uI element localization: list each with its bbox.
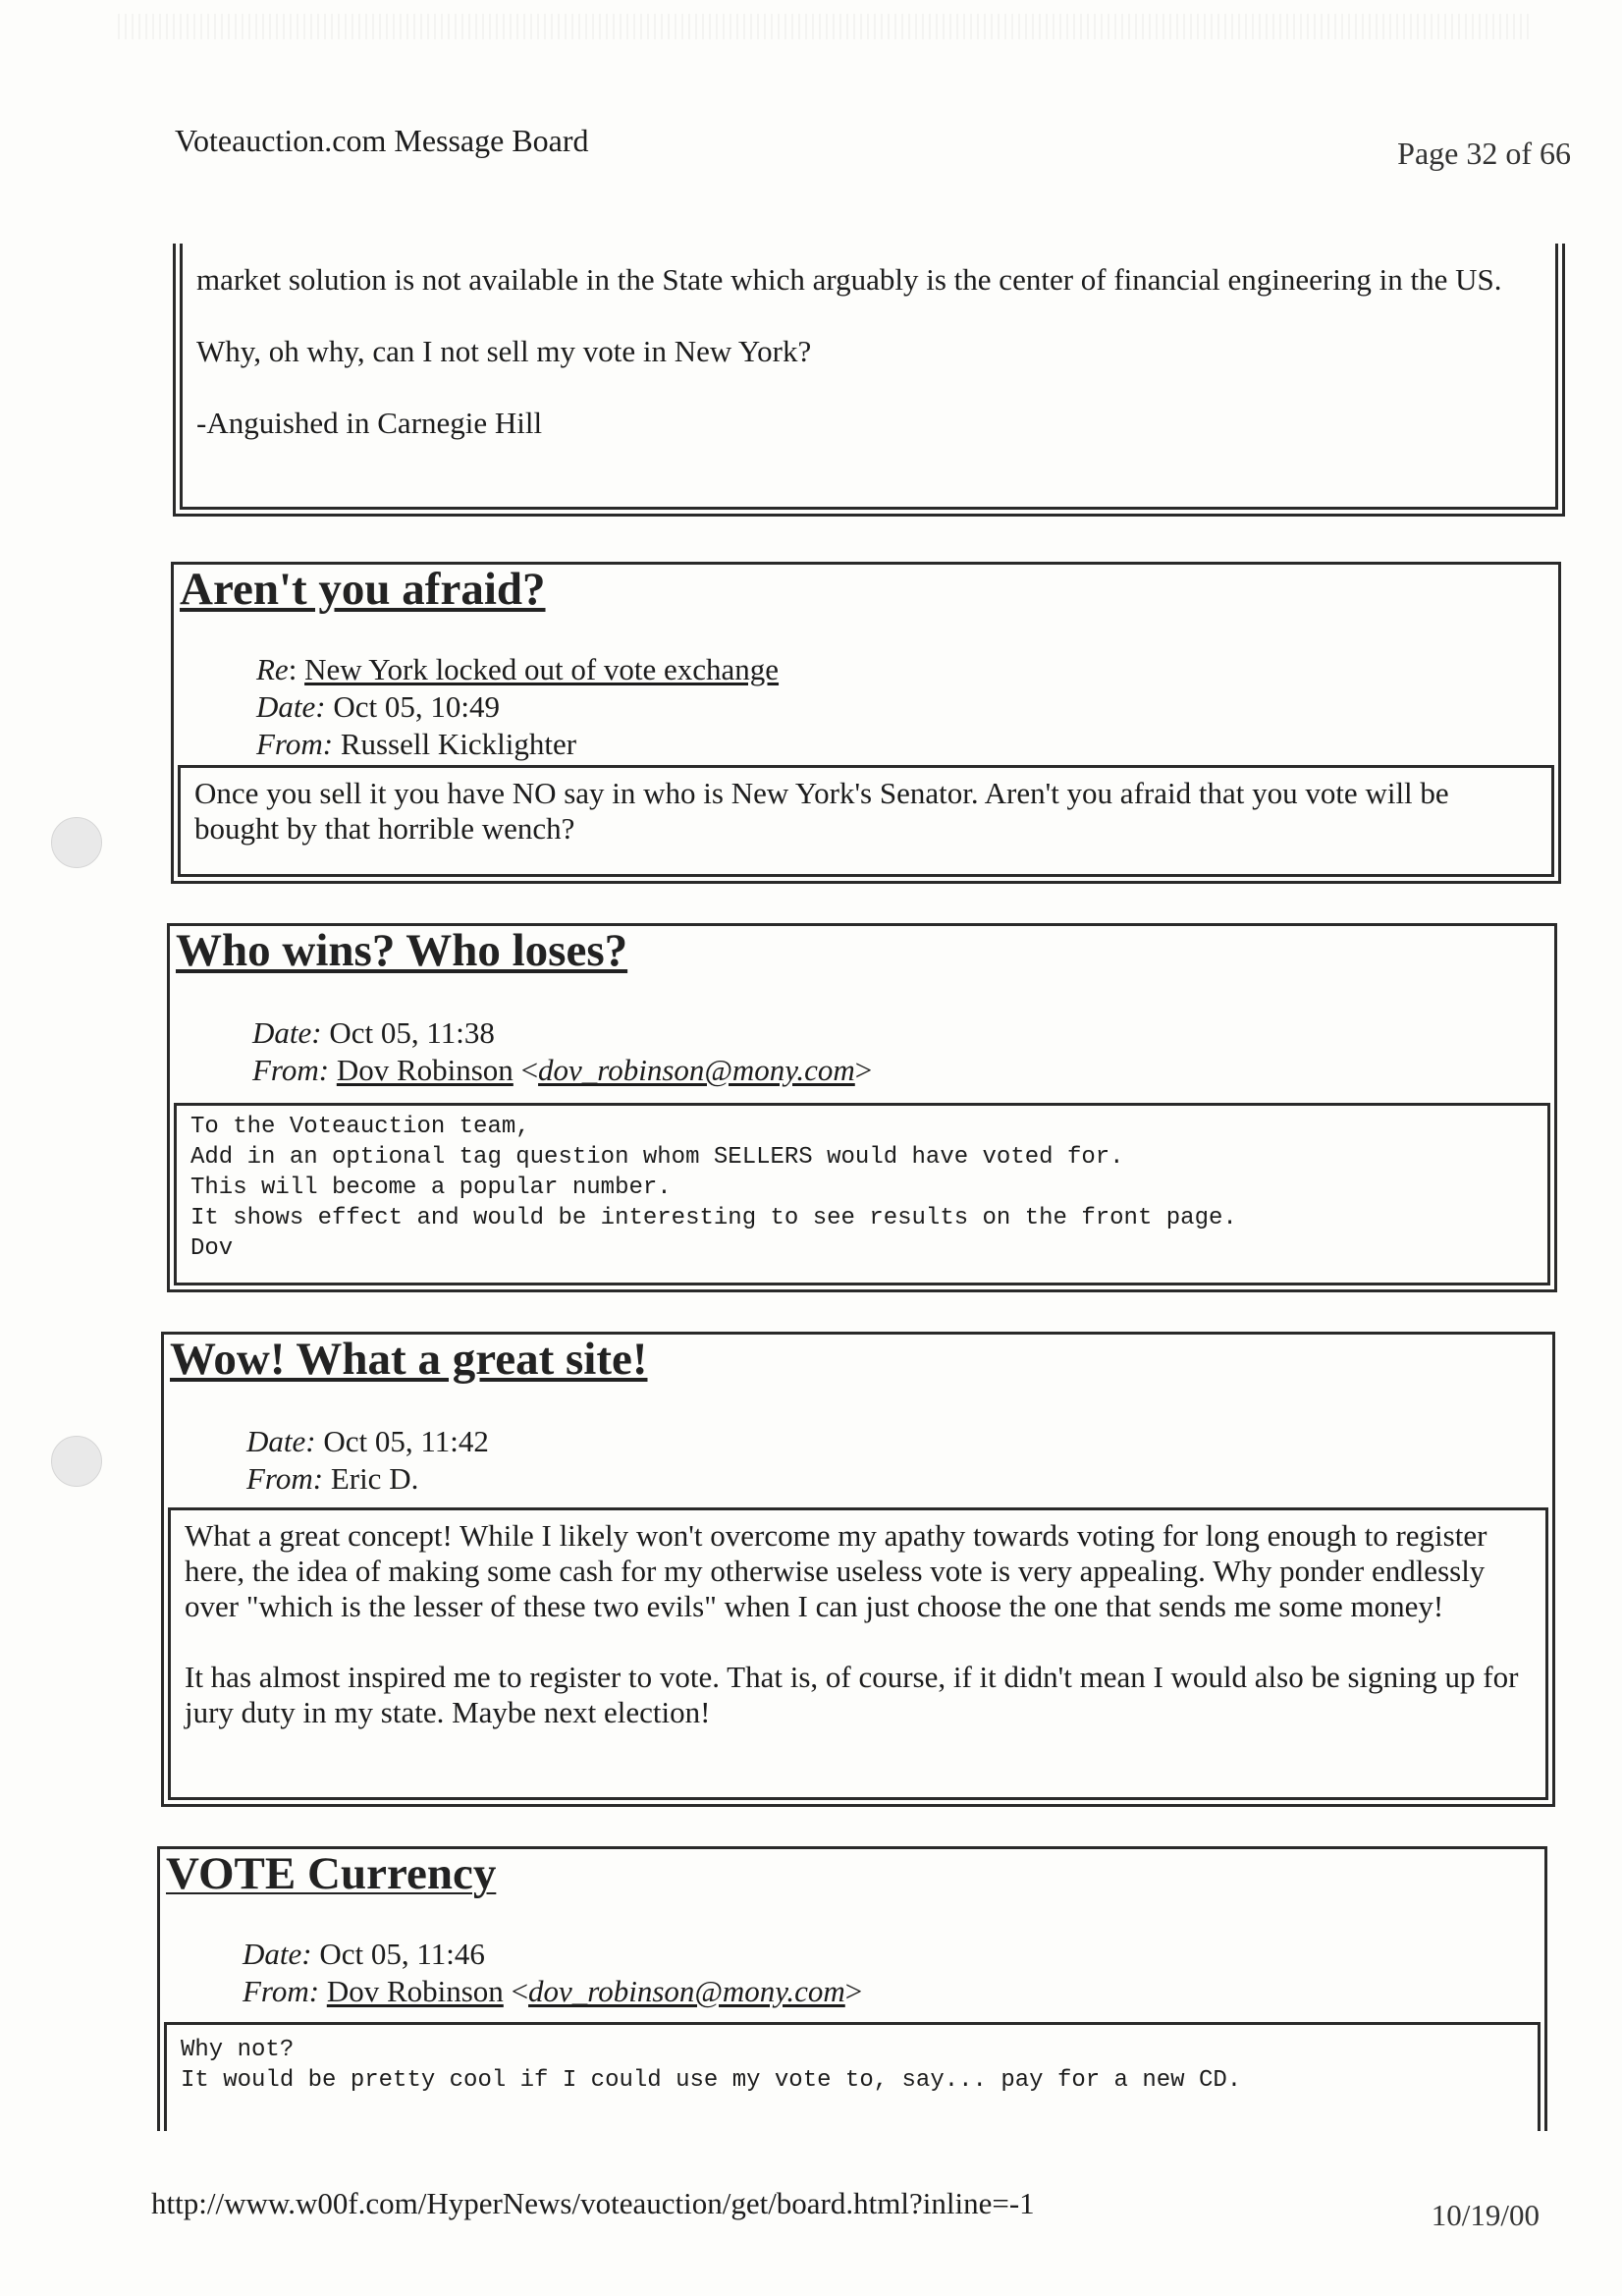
body-line: Dov — [190, 1235, 234, 1262]
date-label: Date: — [256, 689, 326, 724]
body-line: Why not? — [181, 2037, 295, 2063]
date-label: Date: — [243, 1937, 312, 1971]
post-title[interactable]: Who wins? Who loses? — [176, 925, 628, 976]
post-author: Russell Kicklighter — [340, 727, 577, 761]
post-author-link[interactable]: Dov Robinson — [336, 1053, 514, 1087]
post-title[interactable]: Aren't you afraid? — [180, 564, 546, 615]
post-meta — [246, 1423, 489, 1498]
message-post — [157, 1846, 1547, 2131]
body-line: Add in an optional tag question whom SELLERS would have voted for. — [190, 1144, 1124, 1171]
message-body — [178, 765, 1554, 877]
body-paragraph: Once you sell it you have NO say in who is New York's Senator. Aren't you afraid that you vote will be bought by that horrible wench? — [194, 776, 1449, 846]
post-author-link[interactable]: Dov Robinson — [326, 1974, 504, 2008]
message-body — [164, 2022, 1541, 2131]
scan-noise — [118, 14, 1532, 39]
body-line: To the Voteauction team, — [190, 1114, 530, 1140]
footer-date: 10/19/00 — [1431, 2198, 1540, 2232]
post-date: Oct 05, 11:42 — [323, 1424, 489, 1458]
date-label: Date: — [252, 1015, 322, 1050]
post-meta: Date: Oct 05, 11:38 From: Dov Robinson <dov_robinson@mony.com> — [252, 1015, 873, 1087]
message-post — [167, 923, 1557, 1292]
re-label: Re — [256, 652, 289, 686]
date-label: Date: — [246, 1424, 316, 1458]
post-date: Oct 05, 10:49 — [333, 689, 500, 724]
post-date: Oct 05, 11:46 — [319, 1937, 485, 1971]
footer-url: http://www.w00f.com/HyperNews/voteauction/get/board.html?inline=-1 — [151, 2186, 1035, 2220]
site-title: Voteauction.com Message Board — [175, 123, 589, 158]
punch-hole — [51, 817, 102, 868]
message-post — [171, 562, 1561, 884]
post-meta: Date: Oct 05, 11:46 From: Dov Robinson <dov_robinson@mony.com> — [243, 1937, 863, 2008]
body-paragraph: What a great concept! While I likely won't overcome my apathy towards voting for long enough to register here, the idea of making some cash for my otherwise useless vote is very appealing. Why ponder endlessly over "which is the lesser of these two evils" when I can just choose the one that sends me some money! — [185, 1518, 1487, 1623]
body-line: It shows effect and would be interesting to see results on the front page. — [190, 1205, 1237, 1231]
body-paragraph: -Anguished in Carnegie Hill — [196, 406, 543, 440]
post-author: Eric D. — [330, 1461, 419, 1496]
message-body — [174, 1103, 1550, 1285]
author-email-link[interactable]: dov_robinson@mony.com — [528, 1974, 845, 2008]
post-title[interactable]: Wow! What a great site! — [170, 1334, 648, 1385]
post-meta: Re: New York locked out of vote exchange Date: Oct 05, 10:49 From: Russell Kicklighter — [256, 652, 780, 761]
body-paragraph: It has almost inspired me to register to vote. That is, of course, if it didn't mean I would also be signing up for jury duty in my state. Maybe next election! — [185, 1660, 1519, 1729]
from-label: From: — [252, 1053, 330, 1087]
punch-hole — [51, 1436, 102, 1487]
message-post — [161, 1332, 1555, 1807]
message-body — [168, 1507, 1548, 1800]
body-line: This will become a popular number. — [190, 1175, 672, 1201]
re-link[interactable]: New York locked out of vote exchange — [304, 652, 780, 686]
message-body — [180, 244, 1558, 510]
body-paragraph: market solution is not available in the State which arguably is the center of financial engineering in the US. — [196, 262, 1502, 297]
from-label: From: — [246, 1461, 324, 1496]
post-title[interactable]: VOTE Currency — [166, 1848, 497, 1899]
body-line: It would be pretty cool if I could use my vote to, say... pay for a new CD. — [181, 2067, 1242, 2094]
post-date: Oct 05, 11:38 — [329, 1015, 495, 1050]
body-paragraph: Why, oh why, can I not sell my vote in New York? — [196, 334, 812, 368]
page-number: Page 32 of 66 — [1397, 136, 1571, 171]
from-label: From: — [243, 1974, 320, 2008]
from-label: From: — [256, 727, 334, 761]
continued-message — [173, 244, 1565, 517]
author-email-link[interactable]: dov_robinson@mony.com — [538, 1053, 855, 1087]
